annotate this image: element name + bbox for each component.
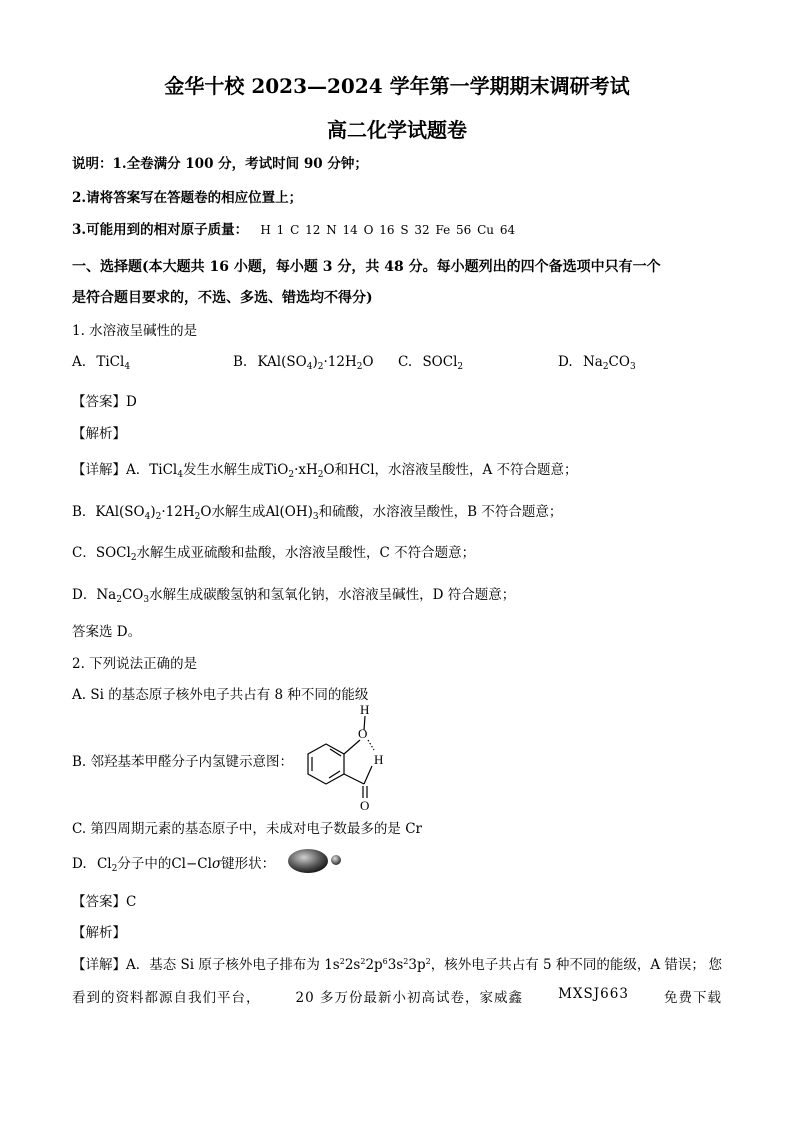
formula-alum: $KAl(SO_4)_2\cdot 12H_2O$ (95, 504, 212, 522)
q1-detail-b (72, 500, 562, 522)
sigma-bond-shape-icon (286, 846, 346, 876)
q1-detail-a-text1: 发生水解生成 (182, 462, 264, 478)
note-line-2: 2.请将答案写在答题卷的相应位置上； (72, 190, 303, 206)
q1-detail-a-prefix: 【详解】A． (72, 462, 150, 478)
q2-option-c: C. 第四周期元素的基态原子中，未成对电子数最多的是 Cr (72, 821, 423, 837)
q1-option-c (398, 354, 463, 372)
q1-detail-b-text1: 水解生成 (211, 504, 266, 520)
q1-detail-d-prefix: D． (72, 587, 97, 603)
hydrogen-bond-dotted (368, 740, 374, 750)
q1-answer: 【答案】D (72, 394, 137, 410)
q1-option-b-formula: $KAl(SO_4)_2\cdot 12H_2O$ (257, 354, 374, 372)
footer-part-2: 20 多万份最新小初高试卷，家威鑫 (295, 990, 524, 1006)
footer-part-4: 免费下载 (664, 990, 722, 1006)
q2-answer: 【答案】C (72, 894, 137, 910)
atom-o-hydroxyl: O (358, 726, 368, 741)
ring-double-bond-1 (330, 749, 341, 756)
exam-title: 金华十校 2023—2024 学年第一学期期末调研考试 (164, 74, 630, 98)
sigma-large-lobe (288, 849, 328, 873)
c-cho-bond (344, 774, 364, 784)
formula-hcl: HCl (348, 462, 375, 478)
c-h-bond (364, 766, 372, 784)
exam-subtitle: 高二化学试题卷 (327, 118, 467, 142)
section-heading-line-1: 一、选择题(本大题共 16 小题，每小题 3 分，共 48 分。每小题列出的四个备选项中只有一个 (72, 259, 661, 275)
benzene-ring (308, 744, 344, 784)
note-line-1: 说明：1.全卷满分 100 分，考试时间 90 分钟； (72, 156, 368, 172)
q1-detail-c-text: 水解生成亚硫酸和盐酸，水溶液呈酸性，C 不符合题意； (136, 545, 476, 561)
q2-detail-suffix: ，核外电子共占有 5 种不同的能级，A 错误； (430, 957, 705, 973)
formula-ticl4: TiCl$_4$ (149, 462, 183, 480)
q1-option-b-label: B. (233, 354, 248, 370)
atomic-mass-label: 3.可能用到的相对原子质量： (72, 222, 249, 238)
q2-detail-tail: 您 (708, 957, 722, 973)
formula-aloh3: $Al(OH)_3$ (265, 504, 319, 522)
footer-part-1: 看到的资料都源自我们平台， (72, 990, 261, 1006)
q1-option-a-formula: TiCl$_4$ (96, 354, 131, 372)
formula-socl2: SOCl$_2$ (95, 545, 137, 563)
q1-detail-b-prefix: B． (72, 504, 96, 520)
atom-h-top: H (360, 702, 370, 717)
atom-o-carbonyl: O (360, 798, 370, 813)
q1-detail-c (72, 541, 475, 563)
q1-option-d (558, 354, 636, 372)
q1-detail-c-prefix: C． (72, 545, 96, 561)
q1-option-c-label: C. (398, 354, 413, 370)
q2-option-d-prefix: D. (72, 856, 87, 872)
footer-code: MXSJ663 (558, 986, 629, 1002)
c-o-bond (344, 740, 360, 754)
q1-detail-d (72, 583, 515, 605)
q2-option-d-text2: 键形状： (221, 856, 276, 872)
q1-analysis-label: 【解析】 (72, 426, 126, 442)
q1-option-b (233, 354, 374, 372)
atomic-mass-values: H 1 C 12 N 14 O 16 S 32 Fe 56 Cu 64 (260, 223, 516, 237)
q1-option-d-label: D. (558, 354, 573, 370)
note-line-3 (72, 218, 515, 238)
formula-tio2-xh2o: $TiO_2\cdot xH_2O$ (263, 462, 335, 480)
q1-detail-b-text2: 和硫酸，水溶液呈酸性，B 不符合题意； (318, 504, 563, 520)
q2-detail-main: 【详解】A．基态 Si 原子核外电子排布为 $1s^22s^22p^63s^23p^2$，核外电子共占有 5 种不同的能级，A 错误； (72, 957, 705, 973)
q1-detail-a-text2: 和 (334, 462, 349, 478)
formula-cl-cl-sigma: Cl−Clσ (171, 856, 222, 872)
q1-option-a-label: A. (72, 354, 87, 370)
formula-cl2: $Cl_2$ (96, 856, 118, 874)
q2-detail-prefix: 【详解】A．基态 Si 原子核外电子排布为 1s (72, 957, 340, 973)
q1-option-d-formula: $Na_2CO_3$ (582, 354, 636, 372)
section-heading-line-2: 是符合题目要求的，不选、多选、错选均不得分) (72, 290, 373, 306)
q1-stem: 1. 水溶液呈碱性的是 (72, 323, 198, 339)
q1-option-c-formula: SOCl$_2$ (422, 354, 464, 372)
q1-detail-a-text3: ，水溶液呈酸性，A 不符合题意； (374, 462, 578, 478)
q2-stem: 2. 下列说法正确的是 (72, 656, 198, 672)
q2-option-a: A. Si 的基态原子核外电子共占有 8 种不同的能级 (72, 687, 369, 703)
q2-option-d (72, 852, 275, 874)
q2-option-d-text1: 分子中的 (117, 856, 172, 872)
q1-detail-d-text: 水解生成碳酸氢钠和氢氧化钠，水溶液呈碱性，D 符合题意； (149, 587, 516, 603)
q1-option-a (72, 354, 130, 372)
q2-detail-line (72, 953, 722, 973)
q1-conclusion: 答案选 D。 (72, 624, 142, 640)
q2-analysis-label: 【解析】 (72, 925, 126, 941)
sigma-small-lobe (331, 855, 341, 865)
hydrogen-bond-structure-diagram (296, 702, 406, 814)
formula-na2co3: $Na_2CO_3$ (96, 587, 150, 605)
q1-detail-a (72, 458, 578, 480)
atom-h-aldehyde: H (374, 752, 384, 767)
watermark-footer (72, 986, 722, 1006)
q2-option-b: B. 邻羟基苯甲醛分子内氢键示意图： (72, 754, 294, 770)
